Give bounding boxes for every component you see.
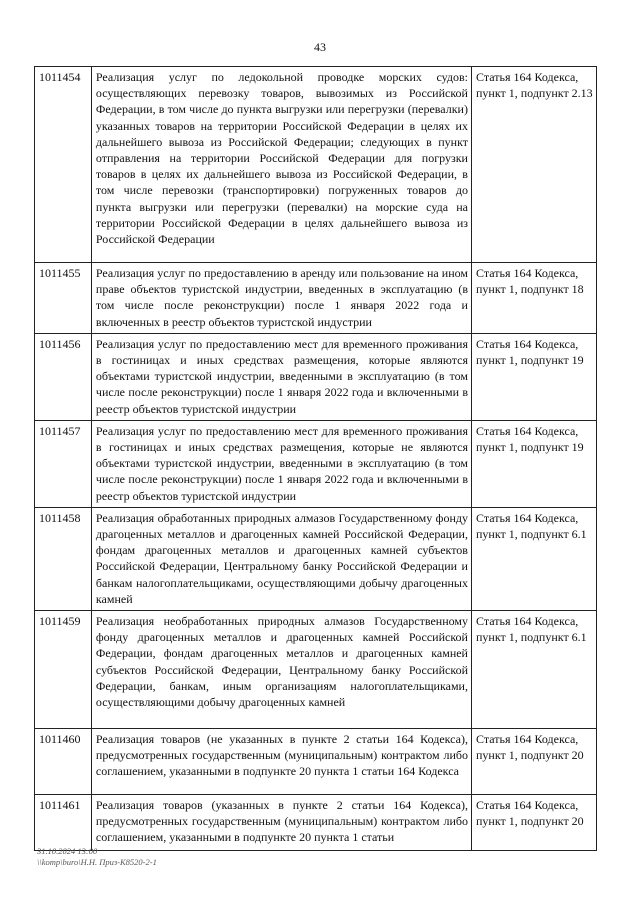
table-row [35, 507, 597, 610]
reference-cell: Статья 164 Кодекса, пункт 1, подпункт 20 [471, 729, 596, 795]
reference-cell: Статья 164 Кодекса, пункт 1, подпункт 19 [471, 420, 596, 507]
code-cell: 1011459 [35, 611, 92, 729]
table-row [35, 420, 597, 507]
reference-cell: Статья 164 Кодекса, пункт 1, подпункт 6.1 [471, 611, 596, 729]
code-cell: 1011461 [35, 795, 92, 851]
description-cell: Реализация необработанных природных алмазов Государственному фонду драгоценных металлов и драгоценных камней Российской Федерации, фондам драгоценных металлов и драгоценных камней субъектов Российской Федерации, Центральному банку Российской Федерации, банкам, иным организациям налогоплательщиками, осуществляющими добычу драгоценных камней [91, 611, 471, 729]
code-cell: 1011460 [35, 729, 92, 795]
reference-cell: Статья 164 Кодекса, пункт 1, подпункт 2.13 [471, 67, 596, 263]
code-cell: 1011457 [35, 420, 92, 507]
print-footer [37, 846, 157, 868]
table-row [35, 795, 597, 851]
description-cell: Реализация товаров (не указанных в пункте 2 статьи 164 Кодекса), предусмотренных государственным (муниципальным) контрактом либо соглашением, указанными в подпункте 20 пункта 1 статьи 164 Кодекса [91, 729, 471, 795]
description-cell: Реализация обработанных природных алмазов Государственному фонду драгоценных металлов и драгоценных камней Российской Федерации, фондам драгоценных металлов и драгоценных камней субъектов Российской Федерации, Центральному банку Российской Федерации и банкам налогоплательщиками, осуществляющими добычу драгоценных камней [91, 507, 471, 610]
code-cell: 1011456 [35, 333, 92, 420]
table-row [35, 263, 597, 334]
file-path: \\komp\buro\Н.Н. Приз-К8520-2-1 [37, 857, 157, 867]
table-row [35, 729, 597, 795]
description-cell: Реализация услуг по предоставлению мест для временного проживания в гостиницах и иных средствах размещения, которые не являются объектами туристской индустрии, введенными в эксплуатацию (в том числе после реконструкции) после 1 января 2022 года и включенными в реестр объектов туристской индустрии [91, 420, 471, 507]
table-row [35, 67, 597, 263]
table-row [35, 333, 597, 420]
reference-cell: Статья 164 Кодекса, пункт 1, подпункт 19 [471, 333, 596, 420]
code-cell: 1011458 [35, 507, 92, 610]
description-cell: Реализация товаров (указанных в пункте 2 статьи 164 Кодекса), предусмотренных государственным (муниципальным) контрактом либо соглашением, указанными в подпункте 20 пункта 1 статьи [91, 795, 471, 851]
code-cell: 1011455 [35, 263, 92, 334]
description-cell: Реализация услуг по предоставлению мест для временного проживания в гостиницах и иных средствах размещения, которые являются объектами туристской индустрии, введенными в эксплуатацию (в том числе после реконструкции) после 1 января 2022 года и включенными в реестр объектов туристской индустрии [91, 333, 471, 420]
code-table [34, 66, 597, 851]
reference-cell: Статья 164 Кодекса, пункт 1, подпункт 18 [471, 263, 596, 334]
table-row [35, 611, 597, 729]
description-cell: Реализация услуг по ледокольной проводке морских судов: осуществляющих перевозку товаров, вывозимых из Российской Федерации, в том числе до пункта выгрузки или перегрузки (перевалки) указанных товаров на территории Российской Федерации в целях их дальнейшего вывоза из Российской Федерации; следующих в пункт отправления на территории Российской Федерации для погрузки товаров в целях их дальнейшего вывоза из Российской Федерации, в том числе перевозки (транспортировки) погруженных товаров до пункта выгрузки или перегрузки (перевалки) на морские суда на территории Российской Федерации в целях дальнейшего вывоза из Российской Федерации [91, 67, 471, 263]
description-cell: Реализация услуг по предоставлению в аренду или пользование на ином праве объектов туристской индустрии, введенных в эксплуатацию (в том числе после реконструкции) после 1 января 2022 года и включенных в реестр объектов туристской индустрии [91, 263, 471, 334]
reference-cell: Статья 164 Кодекса, пункт 1, подпункт 20 [471, 795, 596, 851]
code-cell: 1011454 [35, 67, 92, 263]
print-timestamp: 31.10.2024 13:00 [37, 846, 98, 856]
page-number: 43 [314, 40, 326, 54]
reference-cell: Статья 164 Кодекса, пункт 1, подпункт 6.1 [471, 507, 596, 610]
